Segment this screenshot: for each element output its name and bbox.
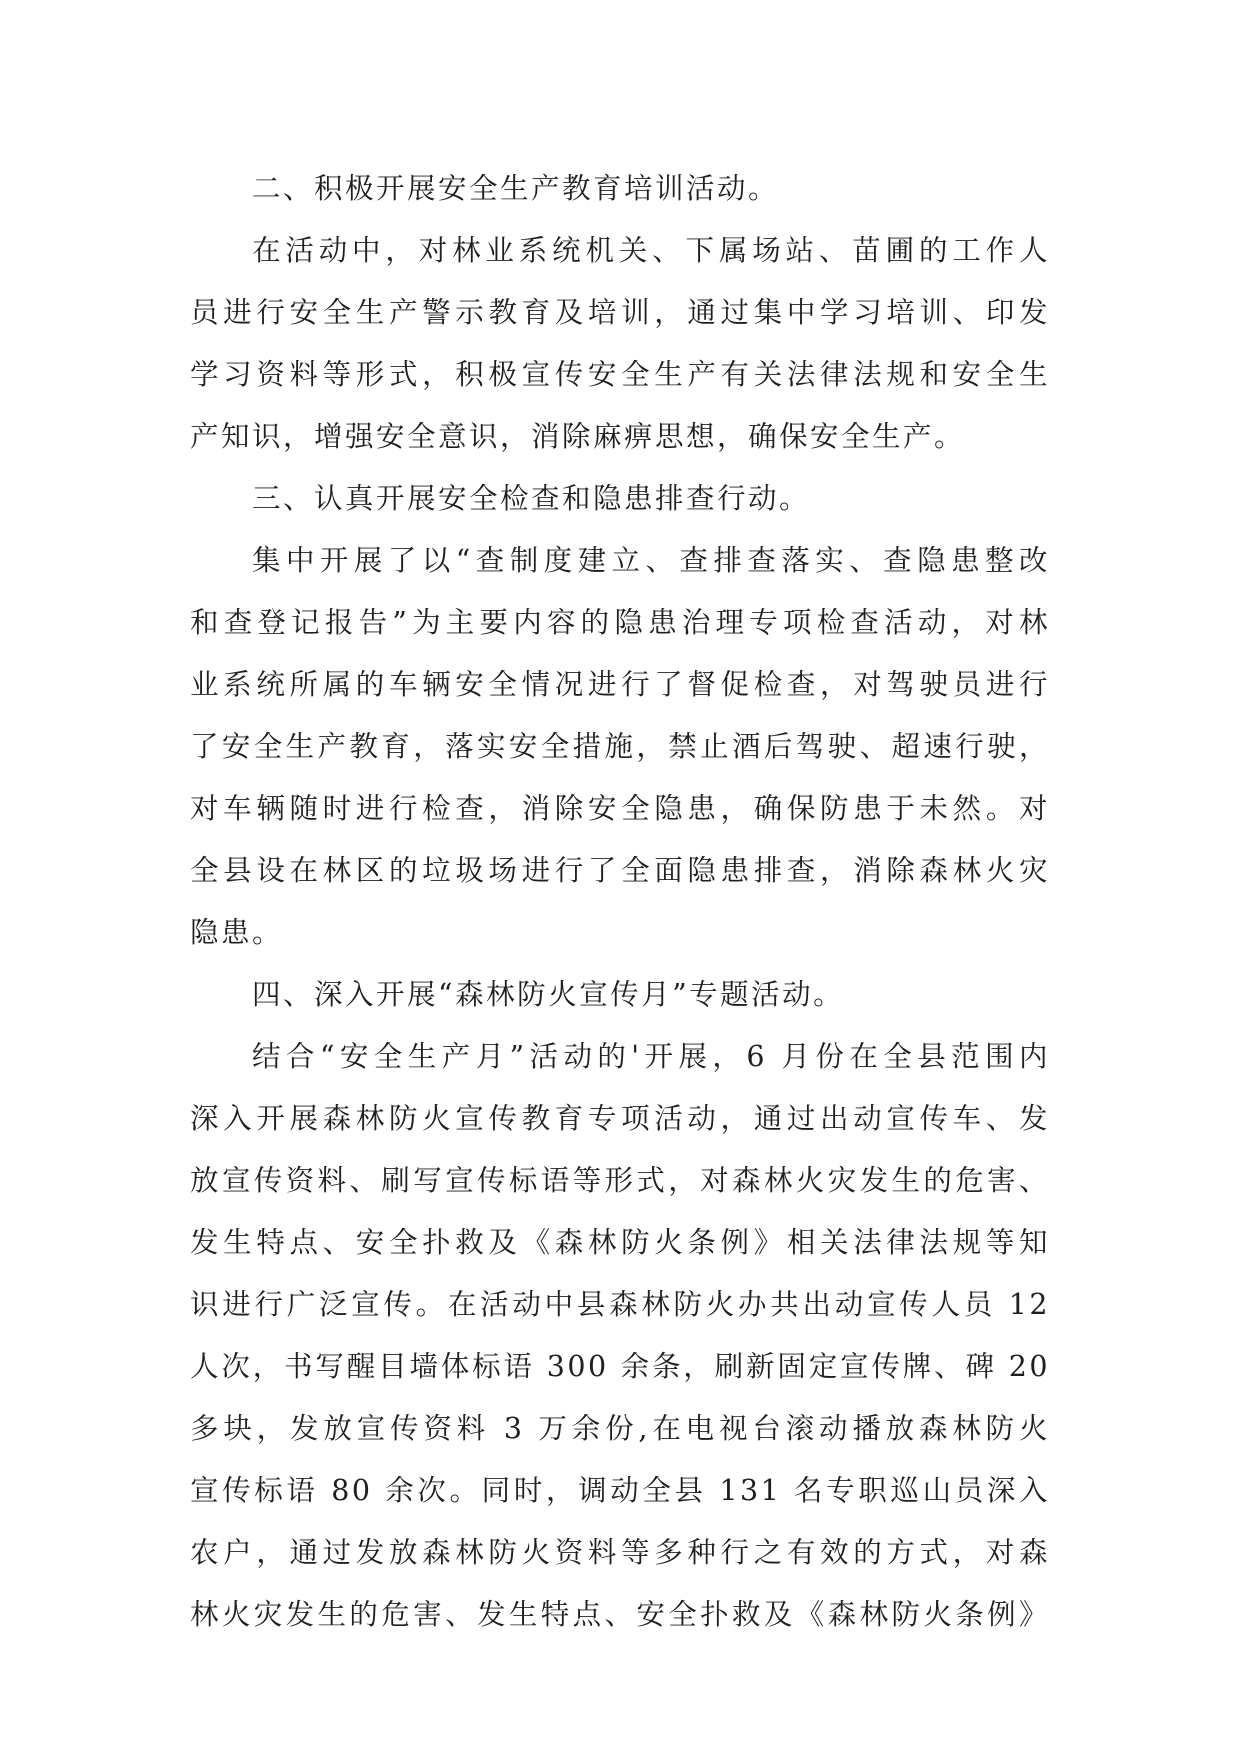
- heading-section-4: 四、深入开展“森林防火宣传月”专题活动。: [252, 978, 845, 1011]
- paragraph-line: 农户，通过发放森林防火资料等多种行之有效的方式，对森: [190, 1536, 1050, 1569]
- paragraph-line: 结合“安全生产月”活动的'开展，6 月份在全县范围内: [252, 1040, 1050, 1073]
- paragraph-line: 隐患。: [190, 916, 284, 949]
- paragraph-line: 在活动中，对林业系统机关、下属场站、苗圃的工作人: [252, 234, 1050, 267]
- paragraph-line: 了安全生产教育，落实安全措施，禁止酒后驾驶、超速行驶，: [190, 730, 1050, 763]
- paragraph-line: 学习资料等形式，积极宣传安全生产有关法律法规和安全生: [190, 358, 1050, 391]
- heading-section-2: 二、积极开展安全生产教育培训活动。: [252, 172, 780, 205]
- paragraph-line: 林火灾发生的危害、发生特点、安全扑救及《森林防火条例》: [190, 1598, 1050, 1631]
- paragraph-line: 业系统所属的车辆安全情况进行了督促检查，对驾驶员进行: [190, 668, 1050, 701]
- paragraph-line: 和查登记报告”为主要内容的隐患治理专项检查活动，对林: [190, 606, 1050, 639]
- paragraph-line: 宣传标语 80 余次。同时，调动全县 131 名专职巡山员深入: [190, 1474, 1050, 1507]
- paragraph-line: 员进行安全生产警示教育及培训，通过集中学习培训、印发: [190, 296, 1050, 329]
- paragraph-line: 产知识，增强安全意识，消除麻痹思想，确保安全生产。: [190, 420, 966, 453]
- paragraph-line: 全县设在林区的垃圾场进行了全面隐患排查，消除森林火灾: [190, 854, 1050, 887]
- document-body: [190, 158, 1050, 1646]
- paragraph-line: 识进行广泛宣传。在活动中县森林防火办共出动宣传人员 12: [190, 1288, 1050, 1321]
- paragraph-line: 深入开展森林防火宣传教育专项活动，通过出动宣传车、发: [190, 1102, 1050, 1135]
- heading-section-3: 三、认真开展安全检查和隐患排查行动。: [252, 482, 811, 515]
- paragraph-line: 放宣传资料、刷写宣传标语等形式，对森林火灾发生的危害、: [190, 1164, 1050, 1197]
- paragraph-line: 发生特点、安全扑救及《森林防火条例》相关法律法规等知: [190, 1226, 1050, 1259]
- paragraph-line: 人次，书写醒目墙体标语 300 余条，刷新固定宣传牌、碑 20: [190, 1350, 1050, 1383]
- paragraph-line: 集中开展了以“查制度建立、查排查落实、查隐患整改: [252, 544, 1050, 577]
- paragraph-line: 多块，发放宣传资料 3 万余份,在电视台滚动播放森林防火: [190, 1412, 1050, 1445]
- paragraph-line: 对车辆随时进行检查，消除安全隐患，确保防患于未然。对: [190, 792, 1050, 825]
